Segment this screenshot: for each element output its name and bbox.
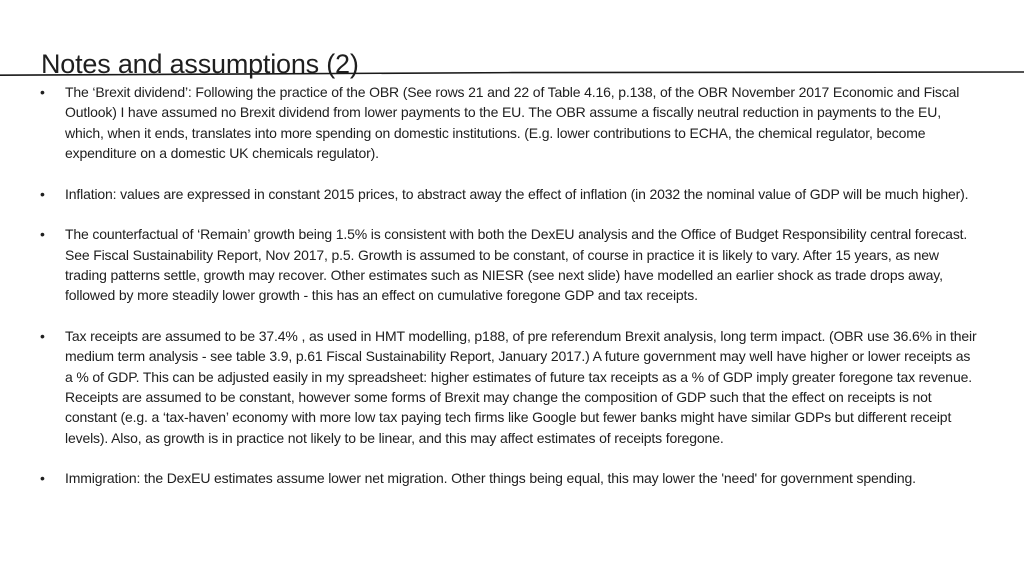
bullet-text: Immigration: the DexEU estimates assume lower net migration. Other things being equal, this may lower the 'need' for government spending. (65, 470, 916, 487)
bullet-icon: • (40, 84, 45, 100)
list-item-immigration (38, 468, 978, 488)
list-item-tax-receipts (38, 326, 978, 448)
bullet-icon: • (40, 470, 45, 487)
bullet-icon: • (40, 328, 45, 345)
bullet-icon: • (40, 185, 45, 202)
bullet-text: The counterfactual of ‘Remain’ growth being 1.5% is consistent with both the DexEU analysis and the Office of Budget Responsibility central forecast. See Fiscal Sustainability Report, Nov 2017, p.5. Growth is assumed to be constant, of course in practice it is likely to vary. After 15 years, as new trading patterns settle, growth may recover. Other estimates such as NIESR (see next slide) have modelled an earlier shock as trade drops away, followed by more steadily lower growth - this has an effect on cumulative foregone GDP and tax receipts. (65, 226, 968, 304)
title-divider (0, 71, 1024, 77)
slide-title: Notes and assumptions (2) (41, 49, 359, 80)
list-item-brexit-dividend (38, 82, 978, 163)
bullet-icon: • (40, 226, 45, 243)
list-item-inflation (38, 184, 978, 204)
list-item-counterfactual-growth (38, 224, 978, 305)
bullet-text: Tax receipts are assumed to be 37.4% , as used in HMT modelling, p188, of pre referendum Brexit analysis, long term impact. (OBR use 36.6% in their medium term analysis - see table 3.9, p.61 Fiscal Sustainability Report, January 2017.) A future government may well have higher or lower receipts as a % of GDP. This can be adjusted easily in my spreadsheet: higher estimates of future tax receipts as a % of GDP imply greater foregone tax revenue. Receipts are assumed to be constant, however some forms of Brexit may change the composition of GDP such that the effect on receipts is not constant (e.g. a ‘tax-haven’ economy with more low tax paying tech firms like Google but fewer banks might have similar GDPs but different receipt levels). Also, as growth is in practice not likely to be linear, and this may affect estimates of receipts foregone. (65, 328, 977, 446)
title-divider-line (0, 72, 1024, 75)
notes-list (38, 82, 978, 489)
bullet-text: Inflation: values are expressed in constant 2015 prices, to abstract away the effect of inflation (in 2032 the nominal value of GDP will be much higher). (65, 185, 969, 202)
bullet-text: The ‘Brexit dividend’: Following the practice of the OBR (See rows 21 and 22 of Table 4.16, p.138, of the OBR November 2017 Economic and Fiscal Outlook) I have assumed no Brexit dividend from lower payments to the EU. The OBR assume a fiscally neutral reduction in payments to the EU, which, when it ends, translates into more spending on domestic institutions. (E.g. lower contributions to ECHA, the chemical regulator, become expenditure on a domestic UK chemicals regulator). (65, 84, 960, 161)
